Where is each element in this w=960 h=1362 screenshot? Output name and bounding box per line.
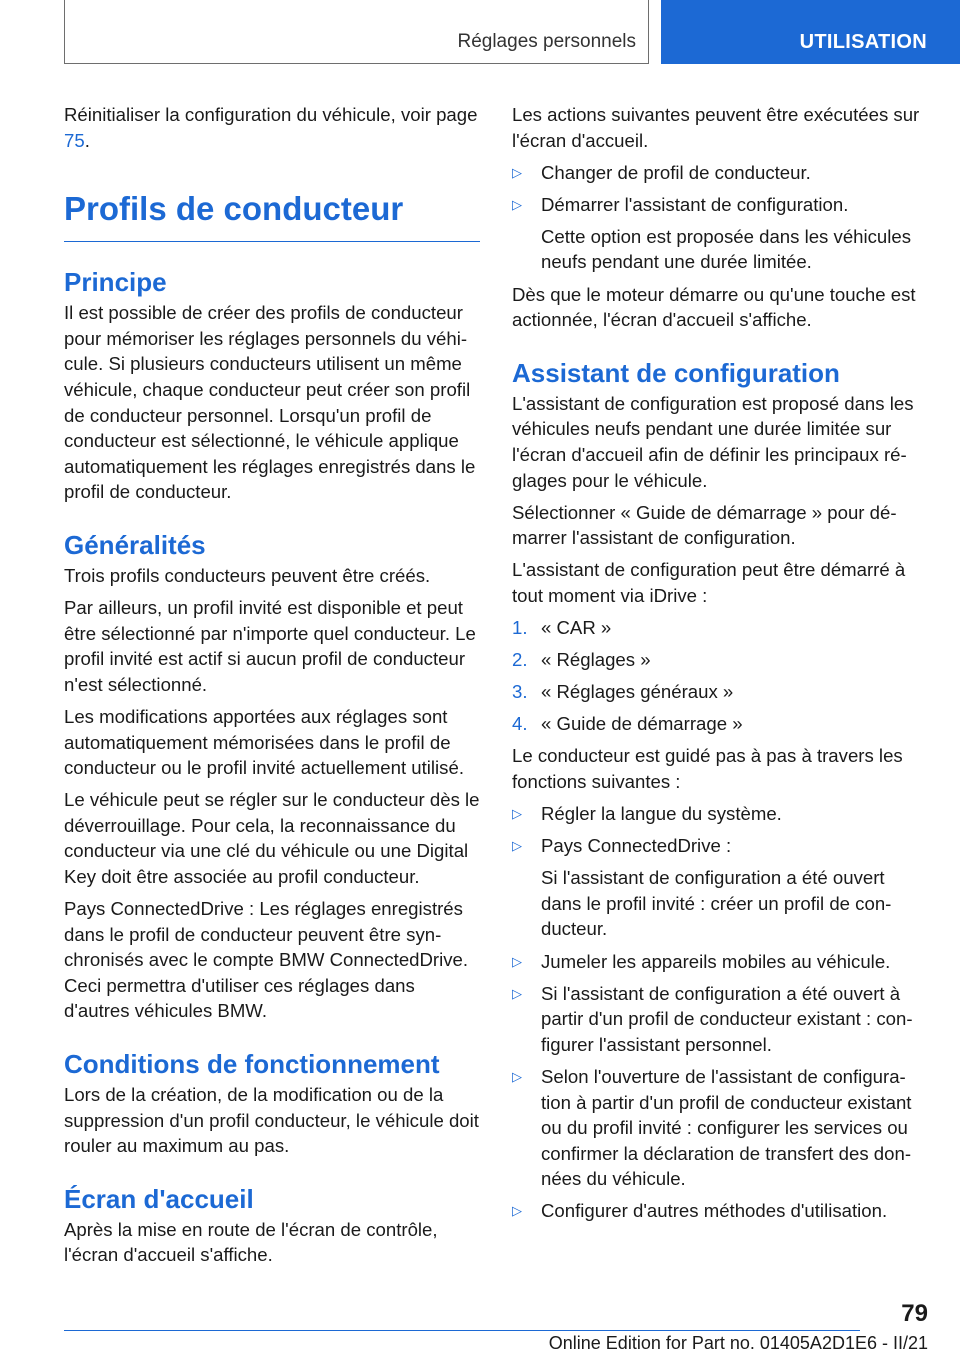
header-chapter-tab — [661, 0, 960, 64]
functions-list — [512, 801, 928, 1224]
page-link[interactable]: 75 — [64, 129, 85, 151]
list-item: ▷ Démarrer l'assistant de configuration. Cette option est proposée dans les véhicules neufs pendant une durée limitée. — [512, 192, 928, 275]
page-title: Profils de conducteur — [64, 189, 480, 242]
list-item: 1. « CAR » — [512, 617, 612, 638]
footer-edition: Online Edition for Part no. 01405A2D1E6 - II/21 — [548, 1333, 928, 1353]
list-item: ▷ Si l'assistant de configuration a été ouvert à partir d'un profil de conducteur existant : configurer l'assistant personnel. — [512, 982, 913, 1055]
list-item: ▷ Configurer d'autres méthodes d'utilisation. — [512, 1198, 928, 1224]
list-item: ▷ Changer de profil de conducteur. — [512, 160, 928, 186]
generalites-p4: Le véhicule peut se régler sur le conducteur dès le déverrouillage. Pour cela, la reconnaissance du conducteur via une clé du véhicule ou une Digital Key doit être associée au profil conducteur. — [64, 789, 480, 887]
triangle-bullet-icon: ▷ — [512, 1203, 522, 1219]
right-column — [512, 102, 928, 1230]
actions-list — [512, 160, 928, 275]
steps-list — [512, 615, 928, 737]
generalites-p3: Les modifications apportées aux réglages sont automatiquement mémorisées dans le profil de conducteur ou le profil invité actuellement utilisé. — [64, 705, 464, 779]
guided-intro: Le conducteur est guidé pas à pas à travers les fonctions suivantes : — [512, 745, 903, 792]
header-section-tab — [64, 0, 649, 64]
assistant-p1: L'assistant de configuration est proposé dans les véhicules neufs pendant une durée limitée sur l'écran d'accueil afin de définir les principaux réglages pour le véhicule. — [512, 392, 914, 491]
heading-assistant: Assistant de configuration — [512, 357, 840, 388]
heading-generalites: Généralités — [64, 529, 206, 560]
list-item: ▷ Pays ConnectedDrive : Si l'assistant de configuration a été ouvert dans le profil invité : créer un profil de conducteur. — [512, 833, 928, 942]
intro-paragraph: Réinitialiser la configuration du véhicule, voir page 75. — [64, 104, 478, 151]
ecran-text: Après la mise en route de l'écran de contrôle, l'écran d'accueil s'affiche. — [64, 1218, 438, 1266]
triangle-bullet-icon: ▷ — [512, 806, 522, 822]
triangle-bullet-icon: ▷ — [512, 953, 522, 969]
heading-ecran-accueil: Écran d'accueil — [64, 1183, 254, 1214]
triangle-bullet-icon: ▷ — [512, 164, 522, 180]
assistant-p2: Sélectionner « Guide de démarrage » pour démarrer l'assistant de configuration. — [512, 501, 897, 549]
generalites-p2: Par ailleurs, un profil invité est disponible et peut être sélectionné par n'importe quel conducteur. Le profil invité est actif si aucun profil de conducteur n'est sélectionné. — [64, 597, 476, 695]
principe-text: Il est possible de créer des profils de conducteur pour mémoriser les réglages personnels du véhicule. Si plusieurs conducteurs utilisent un même véhicule, chaque conducteur peut créer son profil de conducteur personnel. Lorsqu'un profil de conducteur est sélectionné, le véhicule applique automatiquement les réglages enregistrés dans le profil de conducteur. — [64, 302, 476, 503]
actions-intro: Les actions suivantes peuvent être exécutées sur l'écran d'accueil. — [512, 104, 920, 151]
list-item: 4. « Guide de démarrage » — [512, 713, 743, 735]
triangle-bullet-icon: ▷ — [512, 838, 522, 854]
triangle-bullet-icon: ▷ — [512, 985, 522, 1001]
heading-conditions: Conditions de fonctionnement — [64, 1049, 440, 1080]
list-item-sub: Si l'assistant de configuration a été ouvert dans le profil invité : créer un profil de conducteur. — [541, 867, 892, 940]
list-item: 2. « Réglages » — [512, 649, 651, 671]
list-item-sub: Cette option est proposée dans les véhicules neufs pendant une durée limitée. — [541, 225, 912, 273]
conditions-text: Lors de la création, de la modification ou de la suppression d'un profil conducteur, le véhicule doit rouler au maximum au pas. — [64, 1084, 479, 1157]
generalites-p1: Trois profils conducteurs peuvent être créés. — [64, 564, 431, 586]
page-number: 79 — [901, 1300, 928, 1327]
header-section-label: Réglages personnels — [457, 31, 636, 52]
footer-divider — [64, 1330, 860, 1331]
list-item: ▷ Selon l'ouverture de l'assistant de configuration à partir d'un profil de conducteur existant ou du profil invité : configurer les services ou confirmer la déclaration de transfert des données du véhicule. — [512, 1065, 912, 1190]
heading-principe: Principe — [64, 267, 167, 298]
assistant-p3: L'assistant de configuration peut être démarré à tout moment via iDrive : — [512, 559, 906, 606]
list-item: ▷ Jumeler les appareils mobiles au véhicule. — [512, 949, 928, 975]
list-item: 3. « Réglages généraux » — [512, 681, 734, 703]
header-chapter-label: UTILISATION — [799, 31, 927, 53]
triangle-bullet-icon: ▷ — [512, 196, 522, 212]
generalites-p5: Pays ConnectedDrive : Les réglages enregistrés dans le profil de conducteur peuvent être synchronisés avec le compte BMW ConnectedDrive. Ceci permettra d'utiliser ces réglages dans d'autres véhicules BMW. — [64, 898, 469, 1022]
left-column — [64, 102, 480, 1275]
list-item: ▷ Régler la langue du système. — [512, 801, 928, 827]
triangle-bullet-icon: ▷ — [512, 1068, 522, 1084]
actions-outro: Dès que le moteur démarre ou qu'une touche est actionnée, l'écran d'accueil s'affiche. — [512, 283, 916, 331]
